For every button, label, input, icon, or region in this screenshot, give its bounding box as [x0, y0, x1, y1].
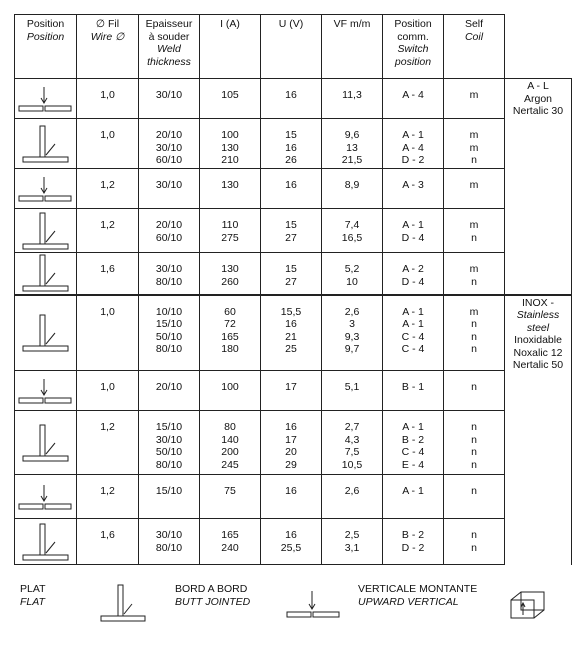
- table-row: [15, 119, 572, 169]
- header-thickness: Epaisseur à souder Weld thickness: [139, 15, 200, 79]
- cell-voltage: 15,5 16 21 25: [261, 295, 322, 371]
- butt-joint-icon: [15, 411, 77, 475]
- cell-thickness: 15/10: [139, 475, 200, 519]
- header-row: [15, 15, 572, 79]
- cell-thickness: 20/10: [139, 371, 200, 411]
- cell-thickness: 20/10 30/10 60/10: [139, 119, 200, 169]
- cell-current: 80 140 200 245: [200, 411, 261, 475]
- legend-butt: BORD A BORD BUTT JOINTED: [175, 583, 251, 608]
- cell-wire: 1,0: [77, 295, 139, 371]
- cell-speed: 2,6 3 9,3 9,7: [322, 295, 383, 371]
- butt-joint-icon: [15, 253, 77, 295]
- table-row: [15, 371, 572, 411]
- material-inox: INOX - Stainless steel Inoxidable Noxalic 12 Nertalic 50: [505, 295, 572, 565]
- butt-joint-icon: [15, 295, 77, 371]
- cell-speed: 2,6: [322, 475, 383, 519]
- cell-current: 105: [200, 79, 261, 119]
- vertical-weld-icon: [286, 590, 342, 620]
- cell-thickness: 30/10 80/10: [139, 519, 200, 565]
- cell-voltage: 16: [261, 169, 322, 209]
- cell-voltage: 17: [261, 371, 322, 411]
- cell-current: 110 275: [200, 209, 261, 253]
- cell-current: 75: [200, 475, 261, 519]
- cell-speed: 8,9: [322, 169, 383, 209]
- cell-voltage: 16 17 20 29: [261, 411, 322, 475]
- cell-wire: 1,6: [77, 253, 139, 295]
- cell-voltage: 15 16 26: [261, 119, 322, 169]
- butt-joint-icon: [15, 119, 77, 169]
- cell-current: 100 130 210: [200, 119, 261, 169]
- table-row: [15, 209, 572, 253]
- table-row: [15, 295, 572, 371]
- header-wire: ∅ Fil Wire ∅: [77, 15, 139, 79]
- vertical-weld-icon: [15, 371, 77, 411]
- table-row: [15, 475, 572, 519]
- cell-thickness: 30/10: [139, 79, 200, 119]
- vertical-weld-icon: [15, 79, 77, 119]
- cell-wire: 1,2: [77, 411, 139, 475]
- cell-thickness: 30/10: [139, 169, 200, 209]
- cell-wire: 1,2: [77, 209, 139, 253]
- table-row: [15, 253, 572, 295]
- table-row: [15, 411, 572, 475]
- cell-thickness: 20/10 60/10: [139, 209, 200, 253]
- upward-plate-icon: [508, 588, 548, 624]
- cell-speed: 9,6 13 21,5: [322, 119, 383, 169]
- header-switch: Position comm. Switch position: [383, 15, 444, 79]
- cell-switch: A - 2 D - 4: [383, 253, 444, 295]
- cell-switch: A - 1: [383, 475, 444, 519]
- cell-coil: n: [444, 371, 505, 411]
- cell-voltage: 16 25,5: [261, 519, 322, 565]
- cell-speed: 7,4 16,5: [322, 209, 383, 253]
- cell-wire: 1,6: [77, 519, 139, 565]
- cell-current: 130: [200, 169, 261, 209]
- cell-speed: 5,1: [322, 371, 383, 411]
- butt-joint-icon: [15, 519, 77, 565]
- cell-wire: 1,0: [77, 79, 139, 119]
- cell-coil: n: [444, 475, 505, 519]
- cell-voltage: 15 27: [261, 209, 322, 253]
- cell-switch: A - 4: [383, 79, 444, 119]
- cell-voltage: 15 27: [261, 253, 322, 295]
- cell-wire: 1,2: [77, 169, 139, 209]
- cell-switch: A - 1 A - 1 C - 4 C - 4: [383, 295, 444, 371]
- cell-coil: m n n n: [444, 295, 505, 371]
- cell-speed: 5,2 10: [322, 253, 383, 295]
- cell-speed: 2,5 3,1: [322, 519, 383, 565]
- cell-coil: m n: [444, 253, 505, 295]
- cell-switch: A - 3: [383, 169, 444, 209]
- table-row: [15, 519, 572, 565]
- cell-switch: B - 1: [383, 371, 444, 411]
- cell-current: 130 260: [200, 253, 261, 295]
- cell-coil: m m n: [444, 119, 505, 169]
- cell-coil: m n: [444, 209, 505, 253]
- table-row: [15, 79, 572, 119]
- material-aluminium: A - L Argon Nertalic 30: [505, 79, 572, 295]
- vertical-weld-icon: [15, 169, 77, 209]
- header-voltage: U (V): [261, 15, 322, 79]
- cell-thickness: 30/10 80/10: [139, 253, 200, 295]
- cell-current: 100: [200, 371, 261, 411]
- cell-speed: 2,7 4,3 7,5 10,5: [322, 411, 383, 475]
- header-position: Position Position: [15, 15, 77, 79]
- cell-coil: n n n n: [444, 411, 505, 475]
- cell-wire: 1,2: [77, 475, 139, 519]
- butt-joint-icon: [100, 583, 146, 623]
- header-speed: VF m/m: [322, 15, 383, 79]
- cell-switch: A - 1 B - 2 C - 4 E - 4: [383, 411, 444, 475]
- butt-joint-icon: [15, 209, 77, 253]
- cell-switch: A - 1 D - 4: [383, 209, 444, 253]
- header-blank: [505, 15, 572, 79]
- vertical-weld-icon: [15, 475, 77, 519]
- legend-flat: PLAT FLAT: [20, 583, 46, 608]
- header-coil: Self Coil: [444, 15, 505, 79]
- cell-voltage: 16: [261, 475, 322, 519]
- welding-parameters-table: [14, 14, 572, 565]
- cell-wire: 1,0: [77, 371, 139, 411]
- cell-thickness: 15/10 30/10 50/10 80/10: [139, 411, 200, 475]
- header-current: I (A): [200, 15, 261, 79]
- cell-switch: B - 2 D - 2: [383, 519, 444, 565]
- cell-current: 165 240: [200, 519, 261, 565]
- cell-thickness: 10/10 15/10 50/10 80/10: [139, 295, 200, 371]
- cell-coil: m: [444, 79, 505, 119]
- cell-coil: m: [444, 169, 505, 209]
- legend-vertical: VERTICALE MONTANTE UPWARD VERTICAL: [358, 583, 478, 608]
- cell-current: 60 72 165 180: [200, 295, 261, 371]
- cell-speed: 11,3: [322, 79, 383, 119]
- cell-coil: n n: [444, 519, 505, 565]
- cell-wire: 1,0: [77, 119, 139, 169]
- cell-switch: A - 1 A - 4 D - 2: [383, 119, 444, 169]
- table-row: [15, 169, 572, 209]
- cell-voltage: 16: [261, 79, 322, 119]
